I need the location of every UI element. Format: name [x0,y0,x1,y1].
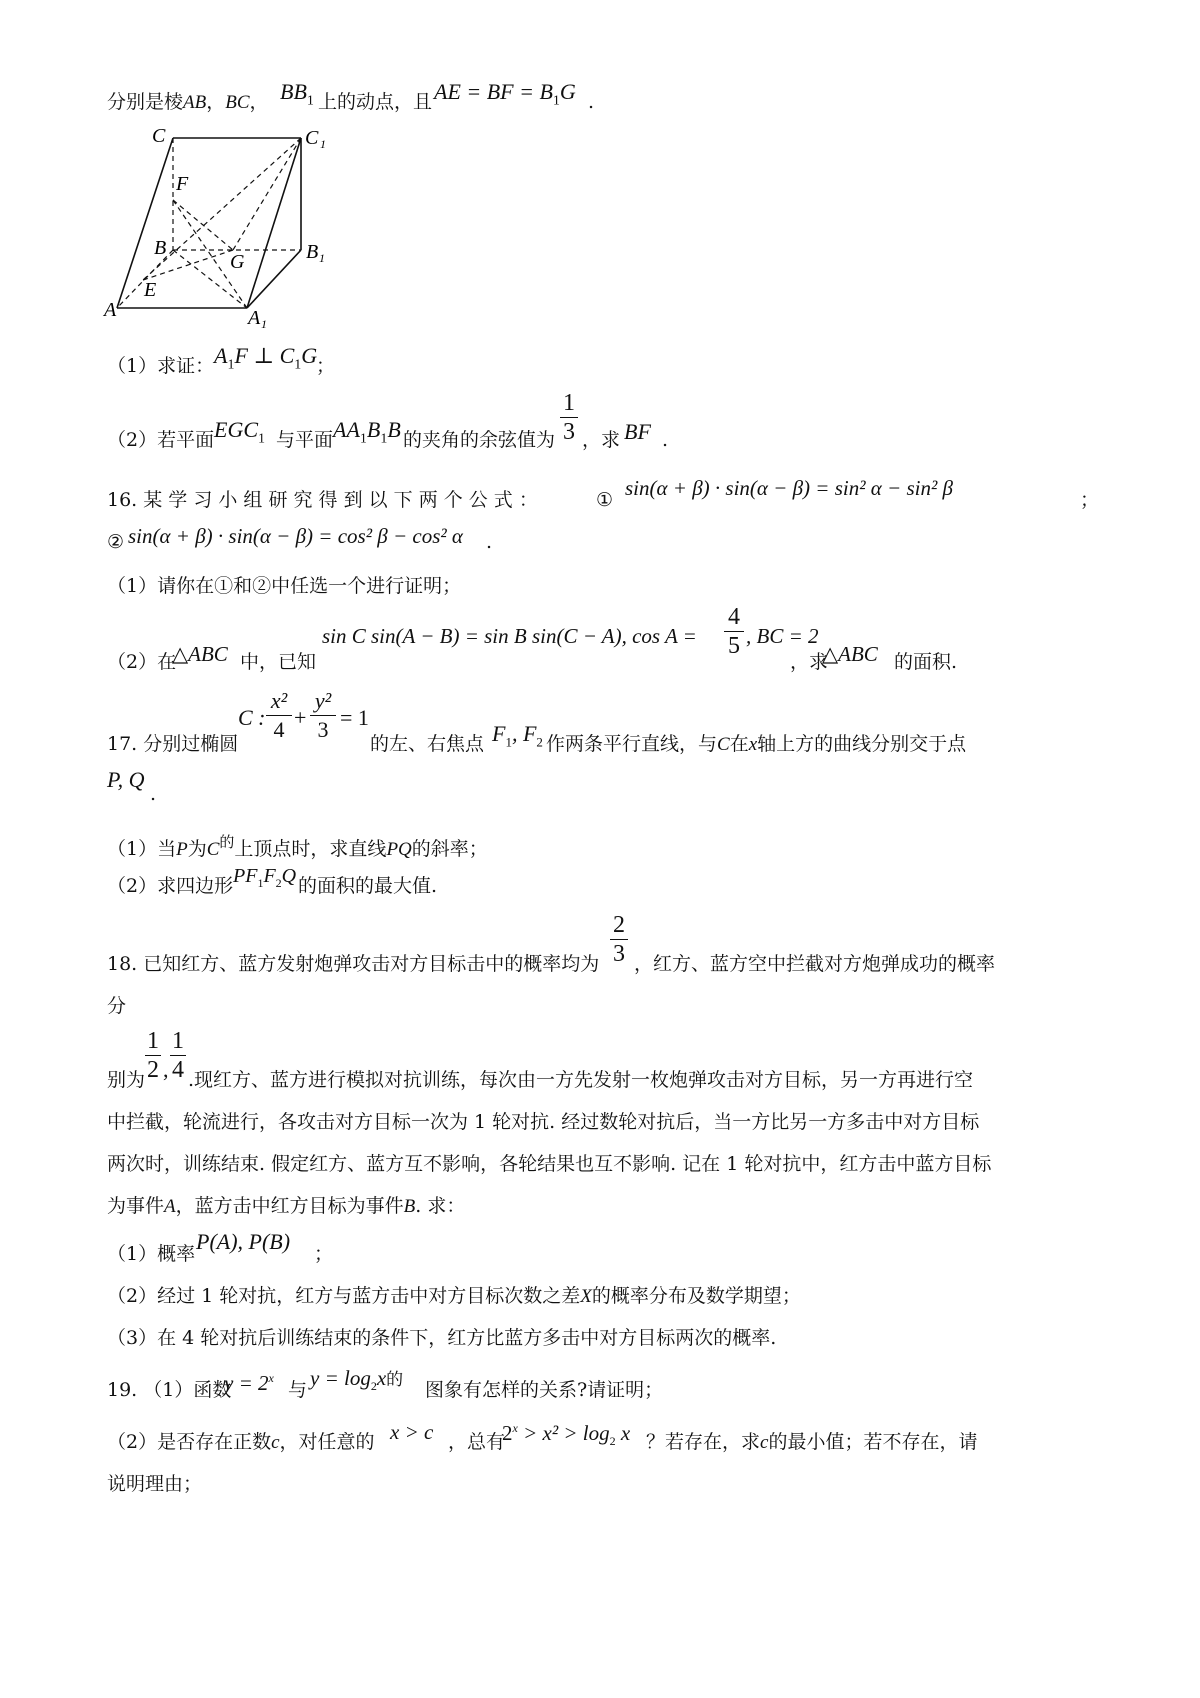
math: EGC [214,417,258,442]
text: 的 [386,1370,404,1389]
math: y = log [310,1366,371,1390]
line-1 [107,88,269,117]
denominator: 5 [728,633,740,659]
text: ， [249,91,269,113]
q16-part2-end [894,648,957,676]
text: ② [107,531,125,553]
numerator: y² [314,688,332,713]
math: △ABC [822,642,878,666]
math: 2 [502,1421,513,1445]
math-exp [224,1364,274,1397]
text: 为 [187,838,207,860]
circle-1 [596,486,613,514]
q19-part2-c [646,1428,977,1457]
math-eq [434,78,576,115]
text: ，求 [582,429,621,451]
math: B [403,1196,416,1217]
text: （2）求四边形 [107,875,234,897]
text: ， [206,91,226,113]
math-sub: 1 [257,876,264,890]
text: . [486,531,493,553]
text: . [662,429,669,451]
q15-part2-d [582,426,620,454]
text: 的概率分布及数学期望； [591,1285,801,1307]
fraction-bar [560,417,578,418]
math-sub: 1 [306,93,314,109]
math: BF [624,419,651,444]
math-cond [390,1418,433,1446]
math-sub: 1 [294,357,302,373]
math-sub: 2 [609,1434,616,1449]
text: 在 [729,733,749,755]
text: （2）是否存在正数 [107,1431,272,1453]
math: x [748,734,758,755]
text: 上的动点，且 [318,91,433,113]
math: F [263,865,276,887]
formula-3 [322,622,697,650]
fraction-1-2 [145,1028,161,1083]
math: B [387,417,401,442]
fraction-x2-4 [266,688,292,743]
line-1b [318,88,432,116]
math: A [164,1196,176,1217]
math-bb1 [280,78,314,115]
fraction-bar [310,715,336,716]
fraction-1-4 [170,1028,186,1083]
text: （1）当 [107,838,177,860]
label-a1-sub: 1 [261,317,267,330]
text: ① [596,489,614,511]
math-quad [233,862,296,897]
math: F [492,721,506,746]
formula-2 [128,522,463,550]
math-triangle [172,640,228,668]
math: C [717,734,730,755]
math-plus [294,704,306,732]
math: c [760,1432,769,1453]
denominator: 3 [563,419,575,445]
math: C [206,839,220,860]
math: PF [233,865,258,887]
text: 的最小值；若不存在，请 [768,1431,978,1453]
text: 的面积的最大值. [298,875,438,897]
math: F ⊥ C [234,343,295,368]
q19-part2-b [448,1428,505,1456]
q18-part1-end [314,1240,333,1268]
math-ellipse-c [238,704,266,732]
q18-line4 [107,1108,979,1136]
q17-line1 [107,730,238,758]
math-sub: 1 [359,431,367,447]
q15-part2-end [662,426,668,454]
math: P(A), P(B) [196,1229,291,1254]
numerator: 1 [172,1028,184,1054]
math: sin(α + β) · sin(α − β) = cos² β − cos² α [128,524,463,548]
formula-1 [625,474,953,502]
text: . [150,783,157,805]
label-a1: A [248,307,261,329]
text: ？若存在，求 [646,1431,761,1453]
text: ，蓝方击中红方目标为事件 [175,1195,404,1217]
q17-part1 [107,828,488,864]
text: 中拦截，轮流进行，各攻击对方目标一次为 1 轮对抗. 经过数轮对抗后，当一方比另一方多击中对方目标 [107,1111,980,1133]
circle-2 [107,528,124,556]
text: （2）在 [107,651,177,673]
denominator: 4 [273,717,285,742]
math: G [559,79,576,104]
q18-line6 [107,1192,465,1221]
q18-part3 [107,1324,776,1352]
text: 的 [219,833,235,851]
text: （1）概率 [107,1243,196,1265]
math: P [176,839,188,860]
math: Q [281,865,297,887]
math-sup: x [512,1421,518,1435]
math-comma [163,1056,169,1084]
fraction-y2-3 [310,688,336,743]
text: 的面积. [894,651,958,673]
math: G [301,343,318,368]
text: ，总有 [448,1431,506,1453]
text: （1）请你在①和②中任选一个进行证明； [107,575,462,597]
text: （1）求证： [107,355,215,377]
fraction-bar [145,1055,161,1056]
math-egc1 [214,416,265,453]
math: , [163,1057,169,1082]
q18-line5 [107,1150,991,1178]
label-e: E [144,279,157,301]
numerator: 4 [728,604,740,630]
math: PQ [386,839,412,860]
math-sub: 1 [227,357,235,373]
math-triangle-2 [822,640,878,668]
math-pq [107,766,145,794]
numerator: 1 [563,390,575,416]
label-f: F [176,173,189,195]
text: 分 [107,995,127,1017]
math-sub: 1 [258,431,265,447]
math: = 1 [340,705,369,730]
text: ，求 [790,651,829,673]
label-a: A [104,299,117,321]
text: 的斜率； [411,838,488,860]
q15-part2-b [276,426,333,454]
fraction-bar [266,715,292,716]
math-a1f-perp [214,342,317,379]
numerator: 1 [147,1028,159,1054]
label-g: G [230,251,245,273]
q15-part1-end [316,352,335,380]
numerator: x² [270,688,288,713]
denominator: 2 [147,1057,159,1083]
math-sub: 1 [380,431,388,447]
text: ； [1080,489,1100,511]
math-bf [624,418,651,446]
text: . 求： [415,1195,466,1217]
fraction-bar [170,1055,186,1056]
text: ，红方、蓝方空中拦截对方炮弹成功的概率 [634,953,996,975]
q16-semicolon [1080,486,1099,514]
text: . [588,91,595,113]
math: > x² > log [517,1421,610,1445]
q18-part1 [107,1240,195,1268]
math-pa-pb [196,1228,290,1256]
math-aa1b1b [333,416,401,453]
q18-line1-b [634,950,995,978]
fraction-bar [724,631,744,632]
line-1-end [588,88,594,116]
text: 与 [288,1379,308,1401]
numerator: 2 [613,912,625,938]
text: ； [314,1243,334,1265]
q15-part2-c [403,426,555,454]
label-c: C [152,125,166,147]
math-sub: 2 [275,876,282,890]
fraction-4-5 [724,604,744,659]
math: B [366,417,381,442]
math-sup: x [268,1371,274,1385]
q16-part1 [107,572,461,600]
label-b1-sub: 1 [319,251,325,265]
math: BC [225,92,250,113]
math: + [294,705,307,730]
q18-line3 [188,1066,973,1094]
text: 16. 某 学 习 小 组 研 究 得 到 以 下 两 个 公 式 ： [107,489,538,511]
q16-line2-end [486,528,492,556]
fraction-1-3 [560,390,578,445]
q18-part2 [107,1282,801,1311]
math: C : [238,705,266,730]
text: 17. 分别过椭圆 [107,733,239,755]
q16-line1 [107,486,538,514]
text: .现红方、蓝方进行模拟对抗训练，每次由一方先发射一枚炮弹攻击对方目标，另一方再进行空 [188,1069,974,1091]
text: 两次时，训练结束. 假定红方、蓝方互不影响，各轮结果也互不影响. 记在 1 轮对抗中，红方击中蓝方目标 [107,1153,992,1175]
q19-part2 [107,1428,375,1457]
text: 为事件 [107,1195,165,1217]
fraction-bar [610,939,628,940]
text: 的夹角的余弦值为 [403,429,556,451]
math-sub: 1 [505,734,512,750]
text: 的左、右焦点 [370,733,485,755]
text: （2）经过 1 轮对抗，红方与蓝方击中对方目标次数之差 [107,1285,581,1307]
text: ，对任意的 [279,1431,375,1453]
label-b: B [154,237,167,259]
text: 上顶点时，求直线 [234,838,387,860]
math-eq-1 [340,704,369,732]
math: sin C sin(A − B) = sin B sin(C − A), cos A = [322,624,697,648]
math: △ABC [172,642,228,666]
text: 19. （1）函数 [107,1379,232,1401]
q18-line1 [107,950,599,978]
math-sub: 2 [536,734,543,750]
q15-part2 [107,426,214,454]
fraction-2-3 [610,912,628,967]
math-sub: 2 [370,1379,377,1394]
text: 分别是棱 [107,91,184,113]
q19-part2-line2 [107,1470,202,1498]
math: BB [280,79,307,104]
q17-part2-end [298,872,437,900]
text: 与平面 [276,429,334,451]
math: AB [183,92,207,113]
math: P, Q [107,767,145,792]
math: x [615,1421,631,1445]
math: y = 2 [224,1371,269,1395]
math: sin(α + β) · sin(α − β) = sin² α − sin² β [625,476,953,500]
math: A [214,343,228,368]
math: x > c [390,1420,434,1444]
q16-part2 [107,648,176,676]
text: 作两条平行直线，与 [546,733,718,755]
q16-part2-b [240,648,316,676]
denominator: 3 [317,717,329,742]
q19-line1 [107,1376,231,1404]
q18-line3-pre [107,1066,145,1094]
q19-line1-b [288,1376,307,1404]
math: AA [333,417,360,442]
text: 别为 [107,1069,146,1091]
q19-line1-c [425,1376,663,1404]
math-ineq [502,1414,630,1455]
math: c [271,1432,280,1453]
math: x [376,1366,387,1390]
math: , F [511,721,537,746]
math: , BC = 2 [746,624,819,648]
text: 轴上方的曲线分别交于点 [757,733,967,755]
denominator: 4 [172,1057,184,1083]
text: 说明理由； [107,1473,203,1495]
q17-part2 [107,872,233,900]
text: 18. 已知红方、蓝方发射炮弹攻击对方目标击中的概率均为 [107,953,600,975]
label-c1: C [305,127,319,149]
q17-line2-end [150,780,156,808]
label-c1-sub: 1 [320,137,326,151]
q15-part1 [107,352,214,380]
math-log [310,1364,403,1400]
label-b1: B [306,241,319,263]
text: ； [316,355,336,377]
denominator: 3 [613,941,625,967]
text: （3）在 4 轮对抗后训练结束的条件下，红方比蓝方多击中对方目标两次的概率. [107,1327,777,1349]
math: AE = BF = B [434,79,553,104]
q17-line1-b [370,730,484,758]
q18-line2 [107,992,126,1020]
prism-figure [100,120,360,330]
math: X [580,1286,592,1307]
q17-line1-c [546,730,966,759]
math-bc [746,622,819,650]
math-foci [492,720,543,756]
text: 中，已知 [240,651,317,673]
text: 图象有怎样的关系?请证明； [425,1379,664,1401]
text: （2）若平面 [107,429,215,451]
math-sub: 1 [552,93,560,109]
